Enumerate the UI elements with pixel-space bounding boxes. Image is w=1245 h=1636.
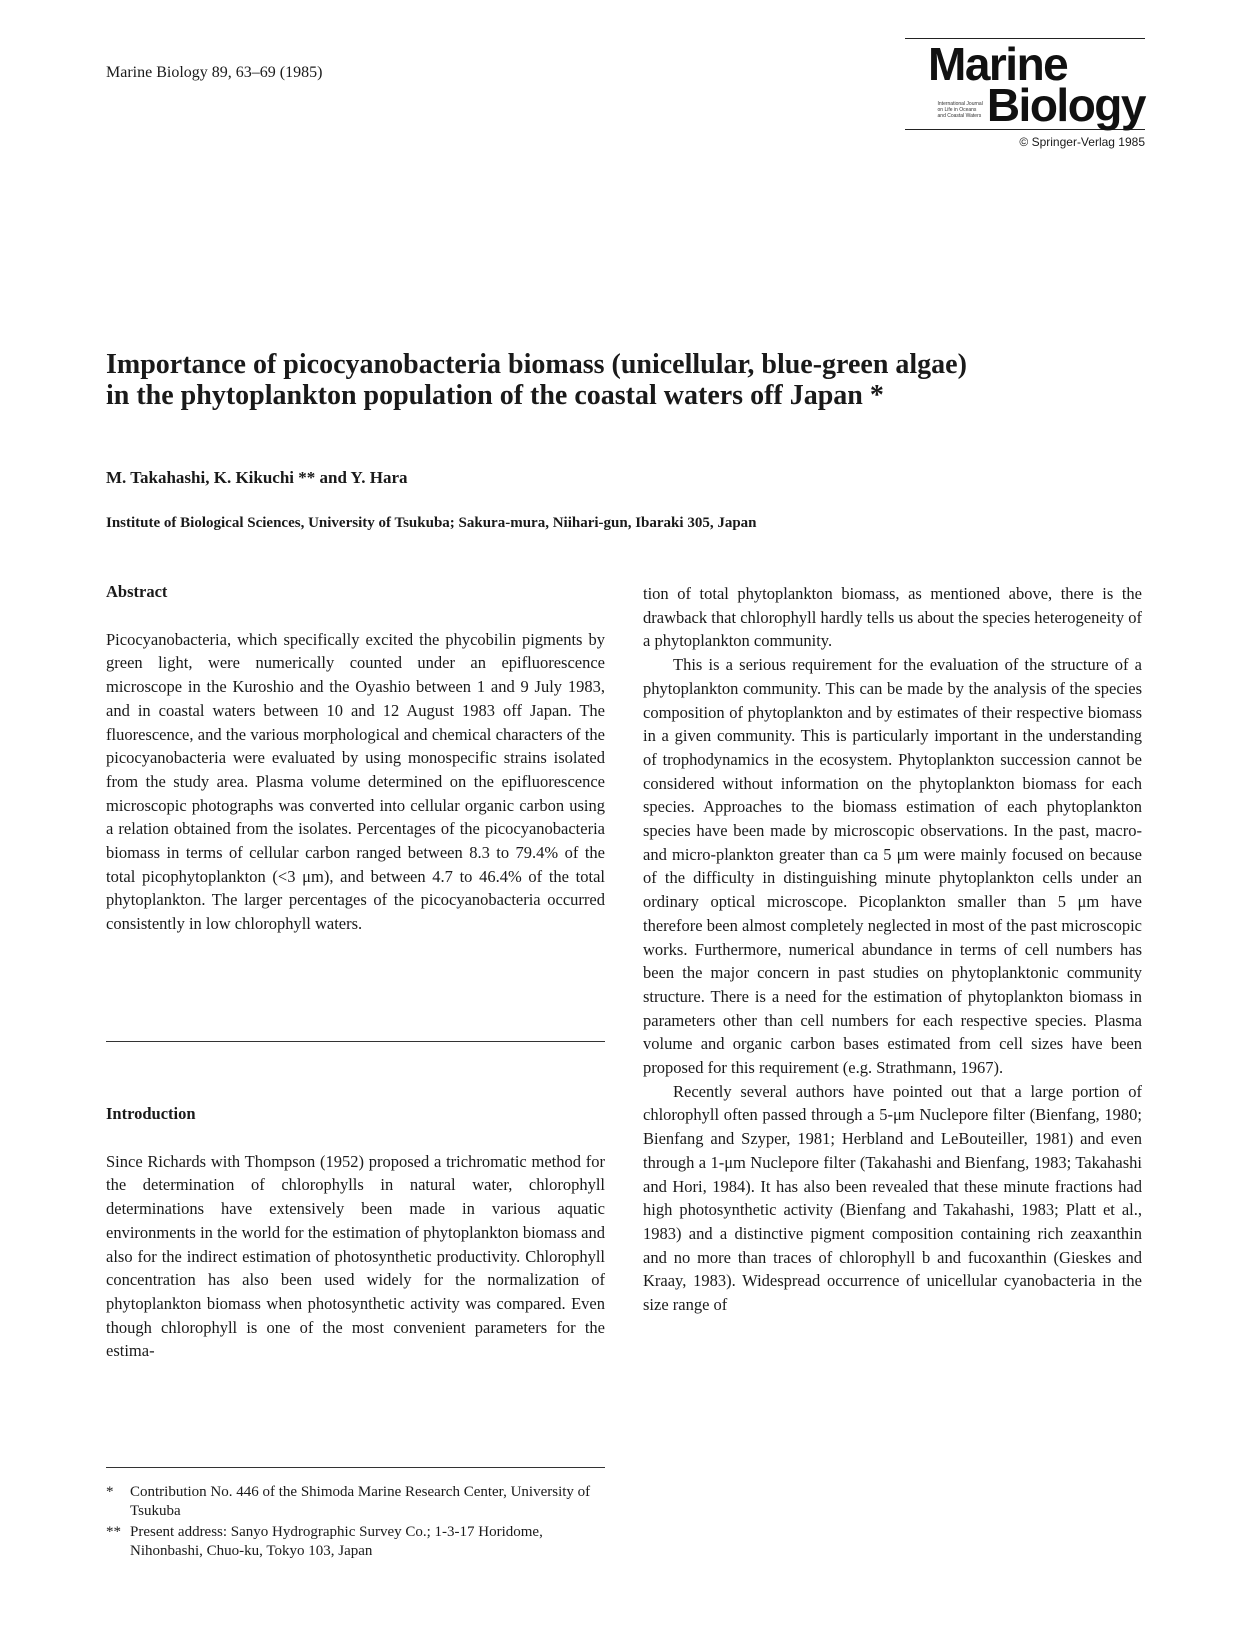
logo-subtitle-line: on Life in Oceans <box>937 107 977 113</box>
logo-row <box>905 79 1145 131</box>
title-line: in the phytoplankton population of the coastal waters off Japan * <box>106 380 884 411</box>
introduction-heading: Introduction <box>106 1104 196 1123</box>
logo-subtitle-line: and Coastal Waters <box>937 113 982 119</box>
abstract-heading: Abstract <box>106 582 168 601</box>
footnote-text: Present address: Sanyo Hydrographic Survey Co.; 1-3-17 Horidome, Nihonbashi, Chuo-ku, Tokyo 103, Japan <box>130 1524 543 1559</box>
footnote <box>106 1483 605 1521</box>
footnote-text: Contribution No. 446 of the Shimoda Marine Research Center, University of Tsukuba <box>130 1484 591 1519</box>
introduction-section <box>106 1102 605 1363</box>
footnotes <box>106 1483 605 1563</box>
footnote-mark: ** <box>106 1524 121 1540</box>
footnote-divider <box>106 1467 605 1468</box>
logo-word-marine: Marine <box>928 38 1068 90</box>
logo-subtitle <box>938 101 983 119</box>
article-title <box>106 349 1106 411</box>
introduction-paragraph: tion of total phytoplankton biomass, as mentioned above, there is the drawback that chlorophyll hardly tells us about the species heterogeneity of a phytoplankton community. <box>643 584 1142 651</box>
section-divider <box>106 1041 605 1042</box>
logo-word-biology: Biology <box>986 79 1145 131</box>
title-line: Importance of picocyanobacteria biomass (unicellular, blue-green algae) <box>106 349 967 380</box>
introduction-paragraph: Recently several authors have pointed out that a large portion of chlorophyll often passed through a 5-μm Nuclepore filter (Bienfang, 1980; Bienfang and Szyper, 1981; Herbland and LeBouteiller, 1981) and even through a 1-μm Nuclepore filter (Takahashi and Bienfang, 1983; Takahashi and Hori, 1984). It has also been revealed that these minute fractions had high photosynthetic activity (Bienfang and Takahashi, 1983; Platt et al., 1983) and a distinctive pigment composition containing rich zeaxanthin and no more than traces of chlorophyll b and fucoxanthin (Gieskes and Kraay, 1983). Widespread occurrence of unicellular cyanobacteria in the size range of <box>643 1081 1142 1315</box>
logo-subtitle-line: International Journal <box>937 101 983 107</box>
author-affiliation: Institute of Biological Sciences, University of Tsukuba; Sakura-mura, Niihari-gun, Ibaraki 305, Japan <box>106 515 757 531</box>
author-list: M. Takahashi, K. Kikuchi ** and Y. Hara <box>106 468 408 487</box>
footnote-mark: * <box>106 1484 114 1500</box>
abstract-section <box>106 580 605 936</box>
introduction-paragraph: Since Richards with Thompson (1952) proposed a trichromatic method for the determination of chlorophylls in natural water, chlorophyll determinations have extensively been made in various aquatic environments in the world for the estimation of phytoplankton biomass and also for the indirect estimation of photosynthetic productivity. Chlorophyll concentration has also been used widely for the normalization of phytoplankton biomass when photosynthetic activity was compared. Even though chlorophyll is one of the most convenient parameters for the estima- <box>106 1151 605 1361</box>
introduction-paragraph: This is a serious requirement for the evaluation of the structure of a phytoplankton community. This can be made by the analysis of the species composition of phytoplankton and by estimates of their respective biomass in a given community. This is particularly important in the understanding of trophodynamics in the ecosystem. Phytoplankton succession cannot be considered without information on the phytoplankton biomass for each species. Approaches to the biomass estimation of each phytoplankton species have been made by microscopic observations. In the past, macro- and micro-plankton greater than ca 5 μm were mainly focused on because of the difficulty in distinguishing minute phytoplankton cells under an ordinary optical microscope. Picoplankton smaller than 5 μm have therefore been almost completely neglected in most of the past microscopic works. Furthermore, numerical abundance in terms of cell numbers has been the major concern in past studies on phytoplanktonic community structure. There is a need for the estimation of phytoplankton biomass in parameters other than cell numbers for each respective species. Plasma volume and organic carbon bases estimated from cell sizes have been proposed for this requirement (e.g. Strathmann, 1967). <box>643 655 1142 1078</box>
abstract-text: Picocyanobacteria, which specifically excited the phycobilin pigments by green light, were numerically counted under an epifluorescence microscope in the Kuroshio and the Oyashio between 1 and 9 July 1983, and in coastal waters between 10 and 12 August 1983 off Japan. The fluorescence, and the various morphological and chemical characters of the picocyanobacteria were evaluated by using monospecific strains isolated from the study area. Plasma volume determined on the epifluorescence microscopic photographs was converted into cellular organic carbon using a relation obtained from the isolates. Percentages of the picocyanobacteria biomass in terms of cellular carbon ranged between 8.3 to 79.4% of the total picophytoplankton (<3 μm), and between 4.7 to 46.4% of the total phytoplankton. The larger percentages of the picocyanobacteria occurred consistently in low chlorophyll waters. <box>106 629 605 934</box>
footnote <box>106 1523 605 1561</box>
journal-logo <box>905 38 1145 149</box>
journal-citation: Marine Biology 89, 63–69 (1985) <box>106 64 323 81</box>
copyright-notice: © Springer-Verlag 1985 <box>1019 135 1145 149</box>
introduction-continued <box>643 582 1142 1317</box>
